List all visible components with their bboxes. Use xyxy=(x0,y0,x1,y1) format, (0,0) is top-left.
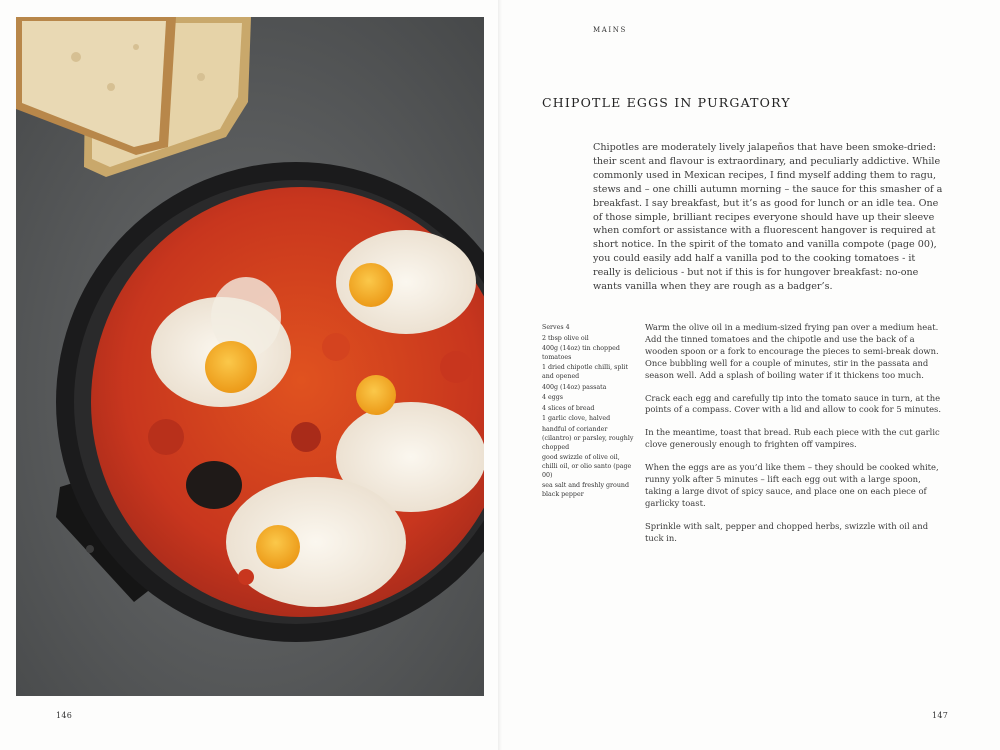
ingredient-item: 400g (14oz) passata xyxy=(542,383,607,391)
shakshuka-pan-photo xyxy=(16,17,484,696)
ingredient-item: good swizzle of olive oil, chilli oil, or olio santo (page 00) xyxy=(542,454,632,479)
method-step: Sprinkle with salt, pepper and chopped herbs, swizzle with oil and tuck in. xyxy=(645,520,929,543)
method-steps xyxy=(645,322,945,556)
page-number-right: 147 xyxy=(932,711,949,720)
chipotle-chilli xyxy=(186,461,242,509)
photo-illustration xyxy=(16,17,484,696)
ingredient-item: 4 eggs xyxy=(542,394,564,402)
method-step: Crack each egg and carefully tip into the tomato sauce in turn, at the points of a compass. Cover with a lid and allow to cook for 5 minutes. xyxy=(645,392,942,415)
book-gutter xyxy=(498,0,502,750)
ingredient-item: Serves 4 xyxy=(542,324,570,331)
ingredient-item: 4 slices of bread xyxy=(542,404,595,412)
recipe-title: CHIPOTLE EGGS IN PURGATORY xyxy=(542,95,791,110)
ingredient-item: 2 tbsp olive oil xyxy=(542,334,589,342)
ingredient-item: 1 dried chipotle chilli, split and opened xyxy=(542,364,628,381)
ingredient-list xyxy=(542,324,634,502)
method-step: Warm the olive oil in a medium-sized frying pan over a medium heat. Add the tinned tomatoes and the chipotle and use the back of a wooden spoon or a fork to encourage the pieces to semi-break down. Once bubbling well for a couple of minutes, stir in the passata and season well. Add a splash of boiling water if it thickens too much. xyxy=(645,322,939,380)
method-step: When the eggs are as you’d like them – they should be cooked white, runny yolk after 5 minutes – lift each egg out with a large spoon, taking a large divot of spicy sauce, and place one on each piece of garlicky toast. xyxy=(645,462,939,508)
page-number-left: 146 xyxy=(56,711,73,720)
method-step: In the meantime, toast that bread. Rub each piece with the cut garlic clove generously enough to frighten off vampires. xyxy=(645,427,940,450)
ingredient-item: sea salt and freshly ground black pepper xyxy=(542,482,629,499)
ingredient-item: handful of coriander (cilantro) or parsley, roughly chopped xyxy=(542,425,634,451)
ingredient-item: 400g (14oz) tin chopped tomatoes xyxy=(542,345,620,361)
recipe-intro: Chipotles are moderately lively jalapeños that have been smoke-dried: their scent and flavour is extraordinary, and peculiarly addictive. While commonly used in Mexican recipes, I find myself adding them to ragu, stews and – one chilli autumn morning – the sauce for this smasher of a breakfast. I say breakfast, but it’s as good for lunch or an idle tea. One of those simple, brilliant recipes everyone should have up their sleeve when comfort or assistance with a fluorescent hangover is required at short notice. In the spirit of the tomato and vanilla compote (page 00), you could easily add half a vanilla pod to the cooking tomatoes - it really is delicious - but not if this is for hungover breakfast: no-one wants vanilla when they are rough as a badger’s. xyxy=(593,142,943,293)
section-label: MAINS xyxy=(593,26,627,34)
ingredient-item: 1 garlic clove, halved xyxy=(542,415,611,423)
